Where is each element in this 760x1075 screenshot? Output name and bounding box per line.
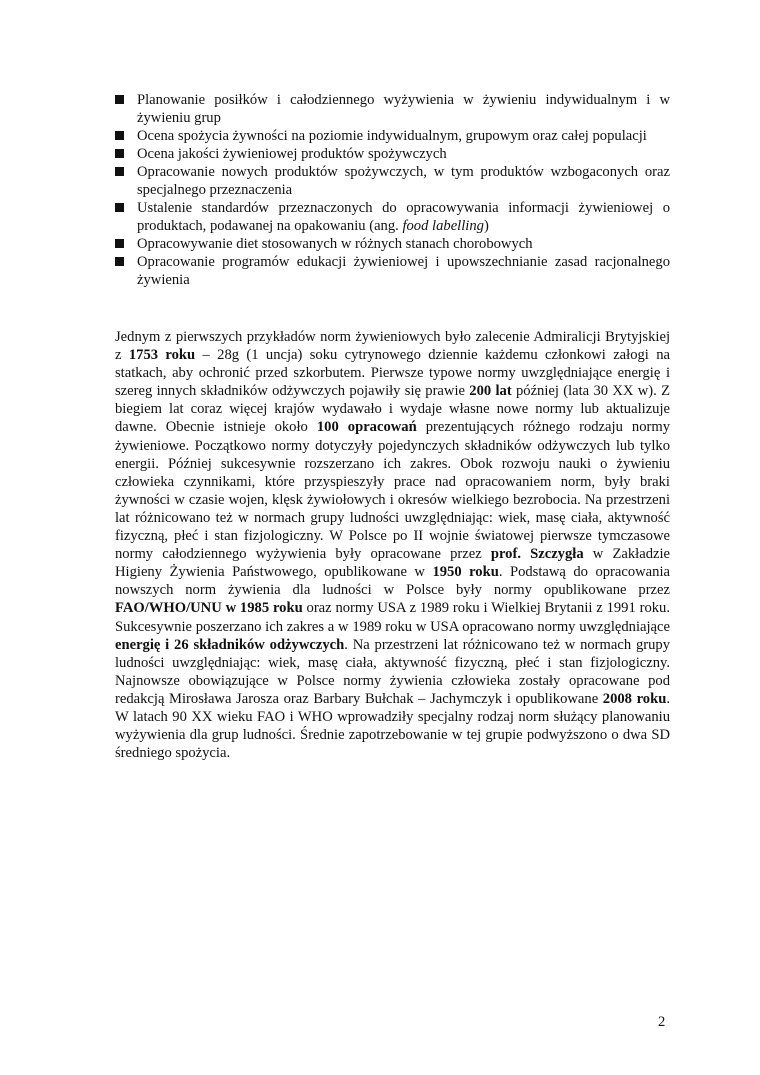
bold-text: 1753 roku — [128, 347, 196, 364]
bold-text: 1950 roku — [432, 564, 499, 581]
list-item — [115, 235, 670, 253]
bold-text: prof. Szczygła — [490, 546, 584, 563]
paragraph-text: . W latach 90 XX wieku FAO i WHO wprowadziły specjalny rodzaj norm służący planowaniu wyżywienia dla grup ludności. Średnie zapotrzebowanie w tej grupie podwyższono o dwa SD średniego spożycia. — [115, 690, 670, 762]
list-item-text: Opracowywanie diet stosowanych w różnych stanach chorobowych — [137, 236, 533, 252]
list-item — [115, 163, 670, 199]
list-item-text: Ocena spożycia żywności na poziomie indywidualnym, grupowym oraz całej populacji — [137, 128, 647, 144]
square-bullet-icon — [115, 149, 124, 158]
bold-text: energię i 26 składników odżywczych — [115, 636, 345, 653]
body-paragraph — [115, 328, 670, 762]
list-item-text: Planowanie posiłków i całodziennego wyżywienia w żywieniu indywidualnym i w żywieniu grup — [137, 92, 670, 126]
square-bullet-icon — [115, 167, 124, 176]
square-bullet-icon — [115, 95, 124, 104]
list-item — [115, 199, 670, 235]
list-item — [115, 145, 670, 163]
paragraph-text: prezentujących różnego rodzaju normy żywieniowe. Początkowo normy dotyczyły pojedynczych składników odżywczych lub tylko energii. Później sukcesywnie rozszerzano ich zakres. Obok rozwoju nauki o żywieniu człowieka czynnikami, które przyspieszyły prace nad opracowaniem norm, były braki żywności w czasie wojen, klęsk żywiołowych i okresów wielkiego bezrobocia. Na przestrzeni lat różnicowano też w normach grupy ludności uwzględniając: wiek, masę ciała, aktywność fizyczną, płeć i stan fizjologiczny. W Polsce po II wojnie światowej pierwsze tymczasowe normy całodziennego wyżywienia były opracowane przez — [115, 419, 670, 563]
paragraph-text: . Podstawą do opracowania nowszych norm żywienia dla ludności w Polsce były normy opublikowane przez — [115, 564, 670, 599]
paragraph-text: . Na przestrzeni lat różnicowano też w normach grupy ludności uwzględniając: wiek, masę ciała, aktywność fizyczną, płeć i stan fizjologiczny. Najnowsze obowiązujące w Polsce normy żywienia człowieka zostały opracowane pod redakcją Mirosława Jarosza oraz Barbary Bułchak – Jachymczyk i opublikowane — [115, 636, 670, 707]
list-item — [115, 253, 670, 289]
bold-text: 100 opracowań — [316, 419, 417, 436]
page-number: 2 — [658, 1014, 666, 1030]
square-bullet-icon — [115, 131, 124, 140]
paragraph-text: Jednym z pierwszych przykładów norm żywieniowych było zalecenie Admiralicji Brytyjskiej z — [115, 329, 670, 364]
italic-term: food labelling — [402, 218, 484, 234]
paragraph-text: później (lata 30 XX w). Z biegiem lat coraz więcej krajów wydawało i wydaje własne nowe normy lub aktualizuje dawne. Obecnie istnieje około — [115, 383, 670, 436]
list-item-text: Opracowanie programów edukacji żywieniowej i upowszechnianie zasad racjonalnego żywienia — [137, 254, 670, 288]
list-item — [115, 91, 670, 127]
list-item-text: Ocena jakości żywieniowej produktów spożywczych — [137, 146, 447, 162]
list-item-text-end: ) — [483, 218, 489, 234]
paragraph-text: – 28g (1 uncja) soku cytrynowego dziennie każdemu członkowi załogi na statkach, aby ochronić przed szkorbutem. Pierwsze typowe normy uwzględniające energię i szereg innych składników odżywczych pojawiły się prawie — [115, 347, 670, 400]
bullet-list — [115, 91, 670, 289]
paragraph-text: w Zakładzie Higieny Żywienia Państwowego, opublikowane w — [115, 546, 670, 581]
bold-text: 200 lat — [469, 383, 512, 400]
paragraph-text: oraz normy USA z 1989 roku i Wielkiej Brytanii z 1991 roku. Sukcesywnie poszerzano ich zakres a w 1989 roku w USA opracowano normy uwzględniające — [115, 600, 670, 635]
square-bullet-icon — [115, 239, 124, 248]
square-bullet-icon — [115, 203, 124, 212]
square-bullet-icon — [115, 257, 124, 266]
list-item — [115, 127, 670, 145]
bold-text: FAO/WHO/UNU w 1985 roku — [115, 600, 303, 617]
bold-text: 2008 roku — [602, 690, 667, 707]
list-item-text: Ustalenie standardów przeznaczonych do opracowywania informacji żywieniowej o produktach, podawanej na opakowaniu (ang. — [137, 200, 670, 234]
list-item-text: Opracowanie nowych produktów spożywczych, w tym produktów wzbogaconych oraz specjalnego przeznaczenia — [137, 164, 670, 198]
